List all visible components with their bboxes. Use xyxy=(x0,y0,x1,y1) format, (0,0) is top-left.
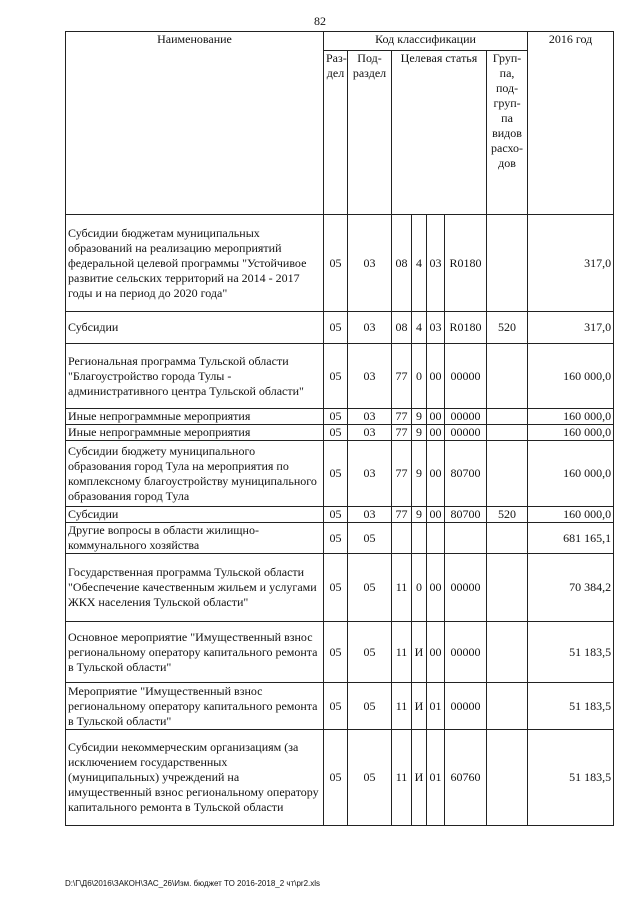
row-target-subprogram: 9 xyxy=(412,409,427,425)
page-number: 82 xyxy=(314,14,326,28)
row-section: 05 xyxy=(324,409,348,425)
table-row xyxy=(66,554,614,622)
row-name: Другие вопросы в области жилищно-коммунального хозяйства xyxy=(66,523,324,554)
row-target-direction: 80700 xyxy=(445,507,487,523)
row-subsection: 03 xyxy=(348,215,392,312)
row-target-subprogram: 4 xyxy=(412,312,427,344)
table-row xyxy=(66,622,614,683)
row-subsection: 03 xyxy=(348,425,392,441)
header-target-item: Целевая статья xyxy=(392,51,487,215)
row-section: 05 xyxy=(324,683,348,730)
row-name: Государственная программа Тульской области "Обеспечение качественным жильем и услугами ЖКХ населения Тульской области" xyxy=(66,554,324,622)
row-target-subprogram: 9 xyxy=(412,507,427,523)
table-row xyxy=(66,344,614,409)
row-subsection: 03 xyxy=(348,507,392,523)
row-target-direction: R0180 xyxy=(445,215,487,312)
row-name: Иные непрограммные мероприятия xyxy=(66,425,324,441)
row-expense-group xyxy=(487,409,528,425)
table-row xyxy=(66,409,614,425)
row-target-program: 77 xyxy=(392,441,412,507)
row-name: Региональная программа Тульской области "Благоустройство города Тулы - административного центра Тульской области" xyxy=(66,344,324,409)
row-subsection: 03 xyxy=(348,441,392,507)
row-target-event: 03 xyxy=(427,215,445,312)
row-target-direction: 80700 xyxy=(445,441,487,507)
header-section: Раз- дел xyxy=(324,51,348,215)
row-amount: 160 000,0 xyxy=(528,344,614,409)
row-expense-group xyxy=(487,523,528,554)
row-target-program: 11 xyxy=(392,622,412,683)
row-expense-group: 520 xyxy=(487,507,528,523)
row-name: Субсидии бюджетам муниципальных образований на реализацию мероприятий федеральной целевой программы "Устойчивое развитие сельских территорий на 2014 - 2017 годы и на период до 2020 года" xyxy=(66,215,324,312)
row-expense-group xyxy=(487,730,528,826)
row-subsection: 03 xyxy=(348,409,392,425)
row-target-event: 00 xyxy=(427,409,445,425)
row-name: Мероприятие "Имущественный взнос региональному оператору капитального ремонта в Тульской области" xyxy=(66,683,324,730)
header-row-1 xyxy=(66,32,614,51)
row-amount: 51 183,5 xyxy=(528,730,614,826)
table-body xyxy=(66,32,614,826)
row-section: 05 xyxy=(324,441,348,507)
row-section: 05 xyxy=(324,507,348,523)
row-subsection: 05 xyxy=(348,523,392,554)
row-amount: 681 165,1 xyxy=(528,523,614,554)
row-target-program: 08 xyxy=(392,312,412,344)
row-target-program: 11 xyxy=(392,730,412,826)
row-expense-group xyxy=(487,622,528,683)
row-name: Субсидии xyxy=(66,312,324,344)
row-target-direction: R0180 xyxy=(445,312,487,344)
table-row xyxy=(66,215,614,312)
row-target-event: 00 xyxy=(427,425,445,441)
row-target-event: 00 xyxy=(427,344,445,409)
row-subsection: 05 xyxy=(348,730,392,826)
row-amount: 317,0 xyxy=(528,312,614,344)
row-expense-group xyxy=(487,554,528,622)
row-subsection: 03 xyxy=(348,344,392,409)
row-target-subprogram: 4 xyxy=(412,215,427,312)
row-target-direction: 00000 xyxy=(445,409,487,425)
row-target-direction: 00000 xyxy=(445,622,487,683)
table-row xyxy=(66,507,614,523)
row-target-event: 00 xyxy=(427,622,445,683)
row-target-subprogram: 9 xyxy=(412,441,427,507)
row-target-event: 00 xyxy=(427,507,445,523)
row-target-subprogram: 0 xyxy=(412,554,427,622)
row-target-program: 77 xyxy=(392,425,412,441)
row-subsection: 05 xyxy=(348,554,392,622)
row-target-event: 03 xyxy=(427,312,445,344)
row-section: 05 xyxy=(324,523,348,554)
row-target-direction: 00000 xyxy=(445,425,487,441)
table-row xyxy=(66,730,614,826)
row-subsection: 03 xyxy=(348,312,392,344)
row-target-event: 00 xyxy=(427,554,445,622)
row-section: 05 xyxy=(324,730,348,826)
header-name: Наименование xyxy=(66,32,324,215)
header-expense-group: Груп- па, под- груп- па видов расхо- дов xyxy=(487,51,528,215)
row-amount: 51 183,5 xyxy=(528,622,614,683)
row-target-program: 11 xyxy=(392,683,412,730)
row-name: Субсидии xyxy=(66,507,324,523)
table-row xyxy=(66,683,614,730)
row-target-program xyxy=(392,523,412,554)
row-target-event: 01 xyxy=(427,683,445,730)
row-amount: 160 000,0 xyxy=(528,425,614,441)
row-target-subprogram: И xyxy=(412,683,427,730)
table-row xyxy=(66,312,614,344)
row-target-program: 77 xyxy=(392,507,412,523)
row-expense-group xyxy=(487,683,528,730)
row-target-direction: 00000 xyxy=(445,683,487,730)
row-name: Субсидии бюджету муниципального образования город Тула на мероприятия по комплексному благоустройству муниципального образования город Тула xyxy=(66,441,324,507)
header-year: 2016 год xyxy=(528,32,614,215)
row-target-subprogram xyxy=(412,523,427,554)
file-path-footer: D:\Г\Д6\2016\ЗАКОН\ЗАС_26\Изм. бюджет ТО 2016-2018_2 чт\pr2.xls xyxy=(65,879,321,888)
row-target-program: 77 xyxy=(392,409,412,425)
row-section: 05 xyxy=(324,215,348,312)
row-amount: 160 000,0 xyxy=(528,441,614,507)
row-amount: 317,0 xyxy=(528,215,614,312)
row-amount: 160 000,0 xyxy=(528,409,614,425)
row-expense-group: 520 xyxy=(487,312,528,344)
row-expense-group xyxy=(487,215,528,312)
row-target-direction: 60760 xyxy=(445,730,487,826)
table-row xyxy=(66,441,614,507)
row-target-direction: 00000 xyxy=(445,554,487,622)
row-expense-group xyxy=(487,344,528,409)
row-target-direction: 00000 xyxy=(445,344,487,409)
row-section: 05 xyxy=(324,344,348,409)
row-target-subprogram: И xyxy=(412,622,427,683)
table-row xyxy=(66,425,614,441)
row-target-subprogram: 0 xyxy=(412,344,427,409)
row-target-program: 08 xyxy=(392,215,412,312)
row-target-program: 11 xyxy=(392,554,412,622)
row-target-subprogram: И xyxy=(412,730,427,826)
row-amount: 160 000,0 xyxy=(528,507,614,523)
budget-table xyxy=(65,31,614,826)
row-target-direction xyxy=(445,523,487,554)
row-section: 05 xyxy=(324,622,348,683)
header-classification: Код классификации xyxy=(324,32,528,51)
row-amount: 70 384,2 xyxy=(528,554,614,622)
row-expense-group xyxy=(487,441,528,507)
row-target-event: 01 xyxy=(427,730,445,826)
row-name: Субсидии некоммерческим организациям (за исключением государственных (муниципальных) учреждений на имущественный взнос региональному оператору капитального ремонта в Тульской области xyxy=(66,730,324,826)
row-name: Основное мероприятие "Имущественный взнос региональному оператору капитального ремонта в Тульской области" xyxy=(66,622,324,683)
table-row xyxy=(66,523,614,554)
row-name: Иные непрограммные мероприятия xyxy=(66,409,324,425)
row-subsection: 05 xyxy=(348,683,392,730)
row-target-program: 77 xyxy=(392,344,412,409)
row-target-event xyxy=(427,523,445,554)
row-section: 05 xyxy=(324,312,348,344)
row-expense-group xyxy=(487,425,528,441)
row-target-subprogram: 9 xyxy=(412,425,427,441)
header-subsection: Под- раздел xyxy=(348,51,392,215)
row-subsection: 05 xyxy=(348,622,392,683)
row-section: 05 xyxy=(324,425,348,441)
row-section: 05 xyxy=(324,554,348,622)
row-amount: 51 183,5 xyxy=(528,683,614,730)
row-target-event: 00 xyxy=(427,441,445,507)
